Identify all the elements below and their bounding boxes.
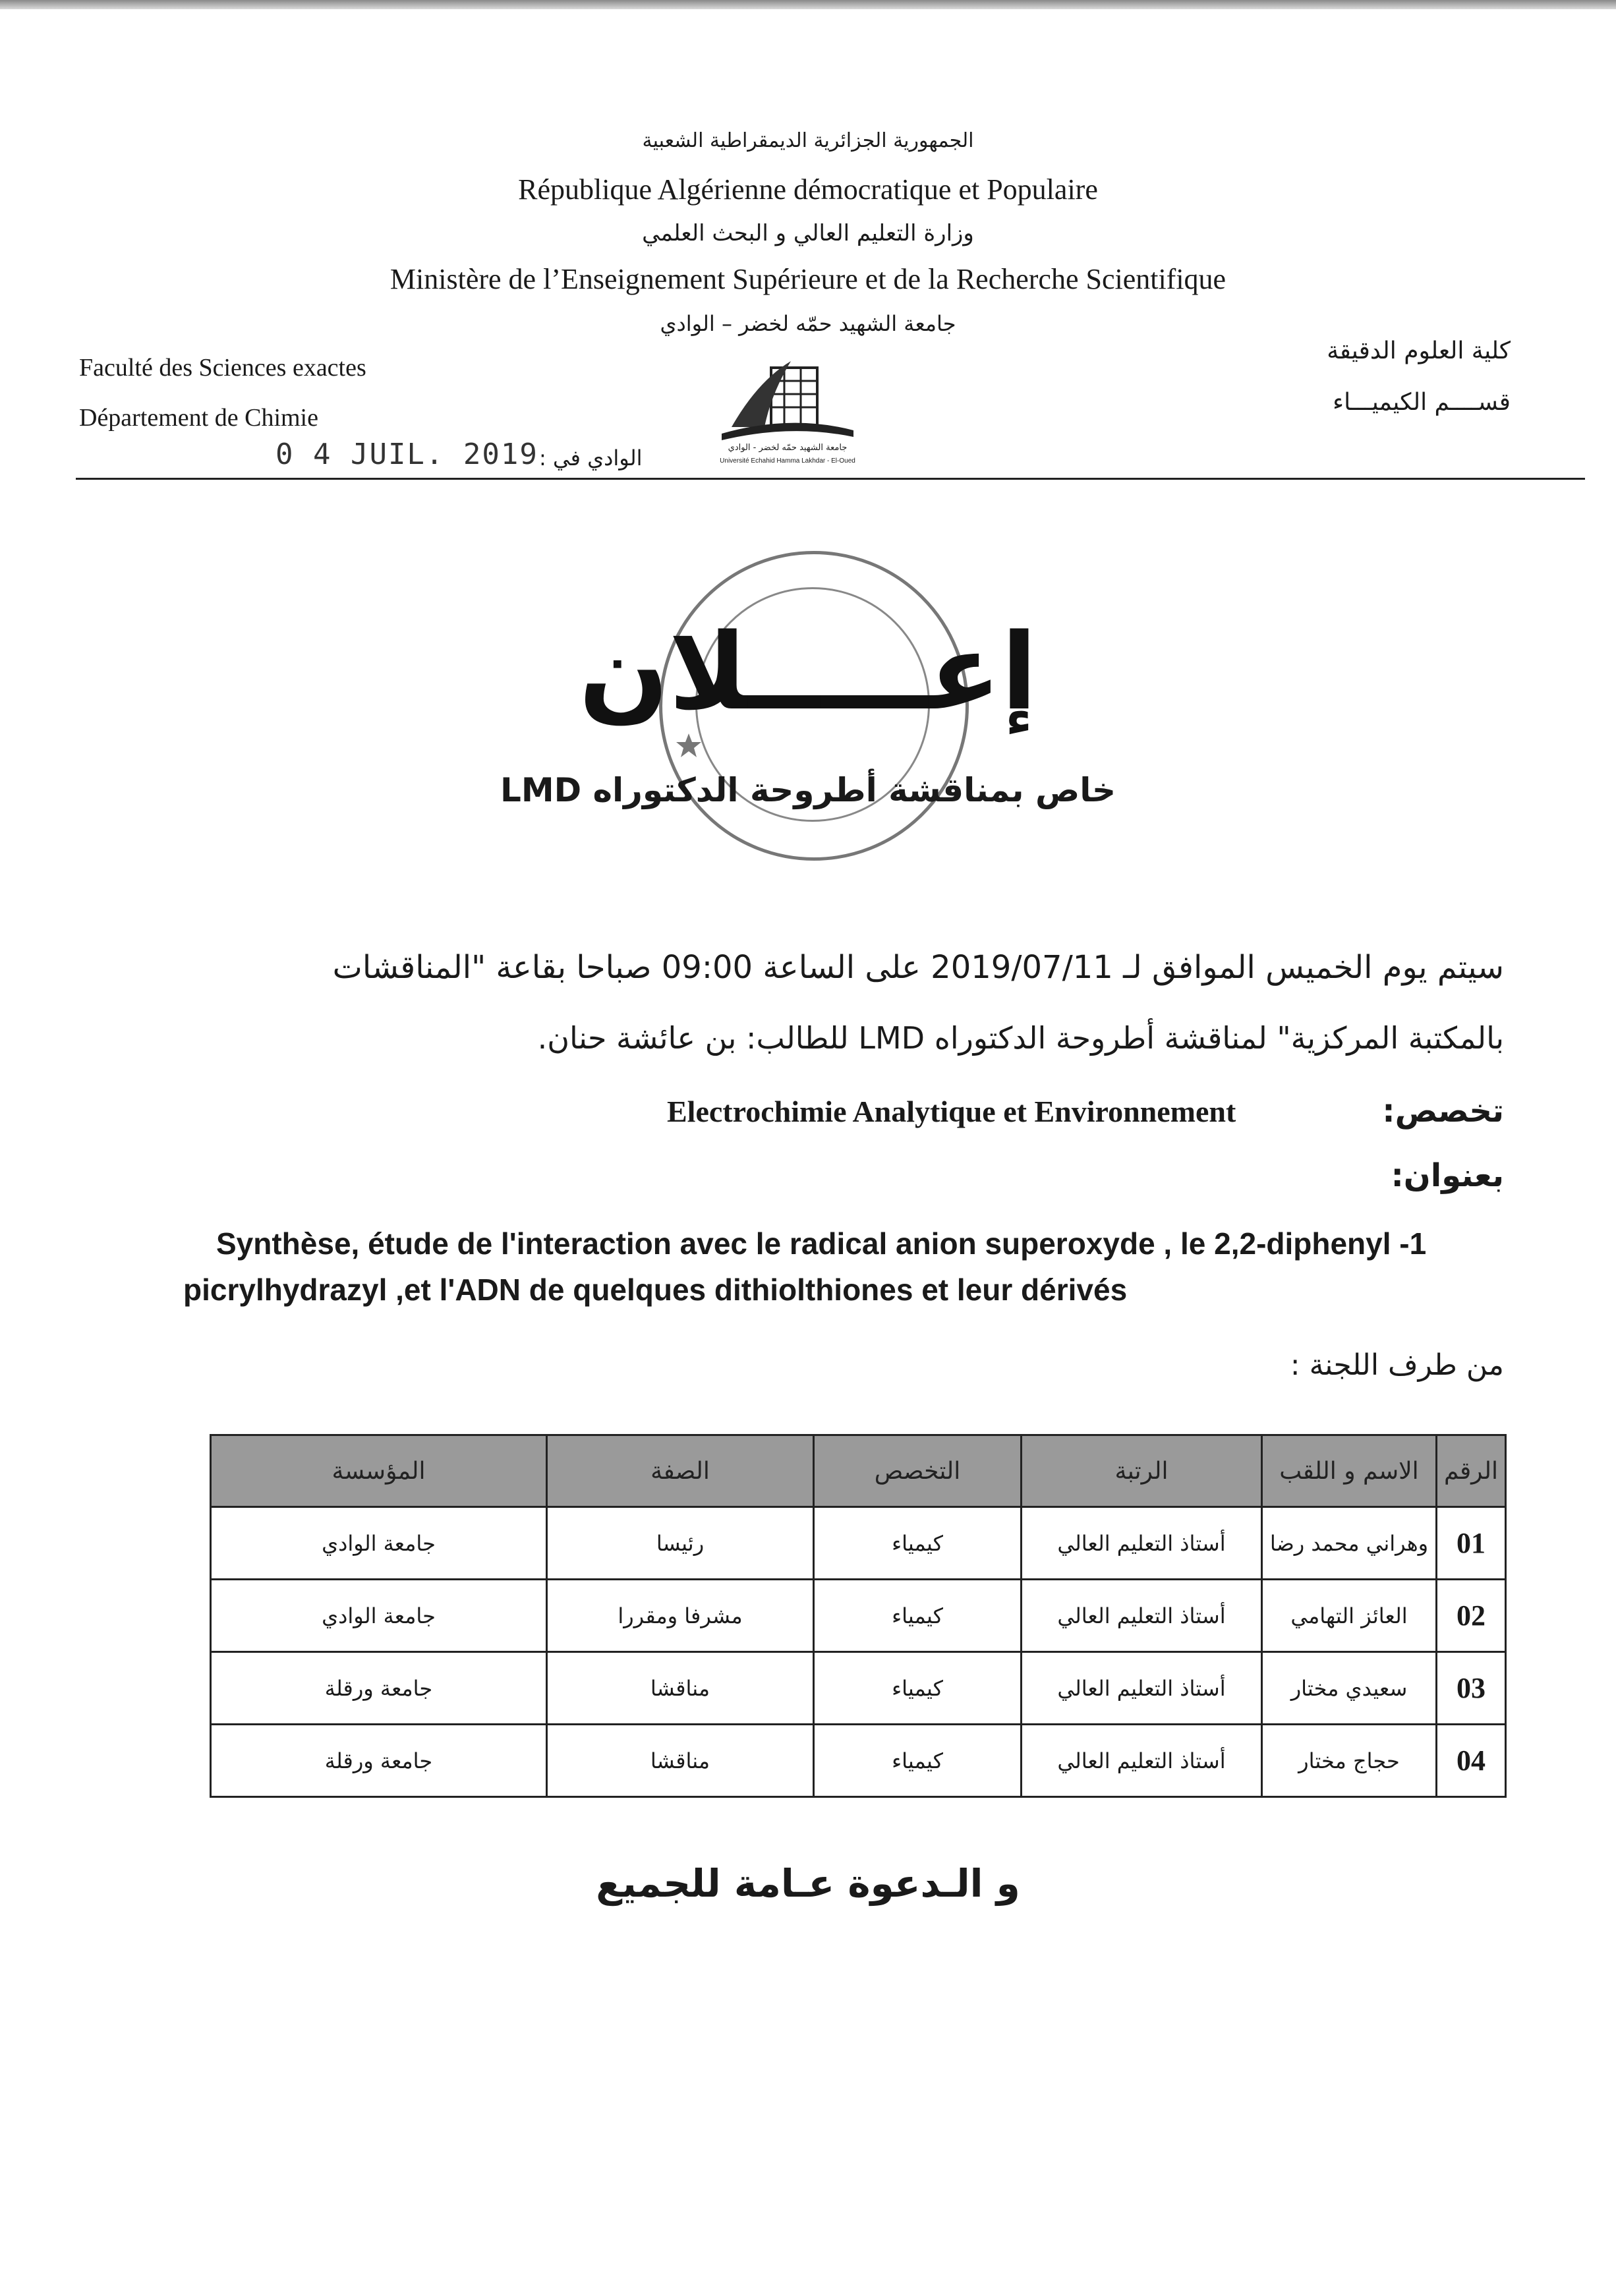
row-rank: أستاذ التعليم العالي: [1022, 1652, 1262, 1725]
row-specialty: كيمياء: [814, 1652, 1022, 1725]
thesis-title-line1: Synthèse, étude de l'interaction avec le radical anion superoxyde , le 2,2-diphenyl -1: [216, 1226, 1427, 1261]
row-name: وهراني محمد رضا: [1262, 1507, 1437, 1580]
header-ar-department: قســــم الكيميـــاء: [1333, 389, 1511, 416]
specialty-label: تخصص:: [1382, 1093, 1504, 1130]
row-institution: جامعة الوادي: [211, 1507, 547, 1580]
header-ar-university: جامعة الشهيد حمّه لخضر – الوادي: [660, 311, 956, 336]
header-ar-republic: الجمهورية الجزائرية الديمقراطية الشعبية: [642, 129, 974, 152]
jury-table: [210, 1434, 1507, 1798]
public-invitation: و الـدعوة عـامة للجميع: [596, 1861, 1020, 1906]
table-row: [211, 1652, 1506, 1725]
row-specialty: كيمياء: [814, 1725, 1022, 1797]
table-row: [211, 1507, 1506, 1580]
row-institution: جامعة الوادي: [211, 1580, 547, 1652]
row-name: حجاج مختار: [1262, 1725, 1437, 1797]
row-role: مناقشا: [547, 1725, 814, 1797]
logo-caption-fr: Université Echahid Hamma Lakhdar - El-Oued: [720, 457, 855, 465]
header-ar-faculty: كلية العلوم الدقيقة: [1327, 337, 1511, 364]
row-role: رئيسا: [547, 1507, 814, 1580]
announcement-body-line1: سيتم يوم الخميس الموافق لـ 2019/07/11 على الساعة 09:00 صباحا بقاعة "المناقشات: [332, 949, 1504, 986]
date-stamp: 0 4 JUIL. 2019: [275, 438, 538, 471]
announcement-title: إعـــــلان: [579, 610, 1037, 733]
thesis-title-line2: picrylhydrazyl ,et l'ADN de quelques dithiolthiones et leur dérivés: [183, 1273, 1128, 1307]
row-institution: جامعة ورقلة: [211, 1725, 547, 1797]
specialty-value: Electrochimie Analytique et Environnement: [667, 1095, 1236, 1128]
header-institution: المؤسسة: [211, 1435, 547, 1507]
header-name: الاسم و اللقب: [1262, 1435, 1437, 1507]
row-specialty: كيمياء: [814, 1507, 1022, 1580]
header-fr-ministry: Ministère de l’Enseignement Supérieure et de la Recherche Scientifique: [390, 263, 1226, 295]
row-number: 03: [1437, 1652, 1506, 1725]
row-name: العائز التهامي: [1262, 1580, 1437, 1652]
row-role: مناقشا: [547, 1652, 814, 1725]
row-number: 02: [1437, 1580, 1506, 1652]
thesis-title-label: بعنوان:: [1391, 1157, 1504, 1194]
jury-table-header-row: [211, 1435, 1506, 1507]
row-rank: أستاذ التعليم العالي: [1022, 1580, 1262, 1652]
university-logo: [712, 355, 863, 480]
row-rank: أستاذ التعليم العالي: [1022, 1725, 1262, 1797]
table-row: [211, 1725, 1506, 1797]
header-number: الرقم: [1437, 1435, 1506, 1507]
announcement-body-line2: بالمكتبة المركزية" لمناقشة أطروحة الدكتوراه LMD للطالب: بن عائشة حنان.: [537, 1020, 1504, 1056]
header-specialty: التخصص: [814, 1435, 1022, 1507]
place-date-label: الوادي في :: [539, 445, 643, 471]
row-institution: جامعة ورقلة: [211, 1652, 547, 1725]
row-number: 04: [1437, 1725, 1506, 1797]
row-name: سعيدي مختار: [1262, 1652, 1437, 1725]
table-row: [211, 1580, 1506, 1652]
header-separator: [76, 478, 1585, 480]
committee-label: من طرف اللجنة :: [1290, 1348, 1504, 1382]
announcement-subtitle: خاص بمناقشة أطروحة الدكتوراه LMD: [500, 771, 1116, 809]
scan-top-edge: [0, 0, 1616, 9]
header-fr-republic: République Algérienne démocratique et Populaire: [518, 173, 1098, 206]
logo-caption-ar: جامعة الشهيد حمّه لخضر - الوادي: [728, 443, 848, 453]
row-role: مشرفا ومقررا: [547, 1580, 814, 1652]
header-ar-ministry: وزارة التعليم العالي و البحث العلمي: [642, 220, 974, 246]
row-number: 01: [1437, 1507, 1506, 1580]
row-specialty: كيمياء: [814, 1580, 1022, 1652]
row-rank: أستاذ التعليم العالي: [1022, 1507, 1262, 1580]
header-role: الصفة: [547, 1435, 814, 1507]
header-rank: الرتبة: [1022, 1435, 1262, 1507]
header-fr-department: Département de Chimie: [79, 404, 318, 432]
header-fr-faculty: Faculté des Sciences exactes: [79, 354, 366, 382]
